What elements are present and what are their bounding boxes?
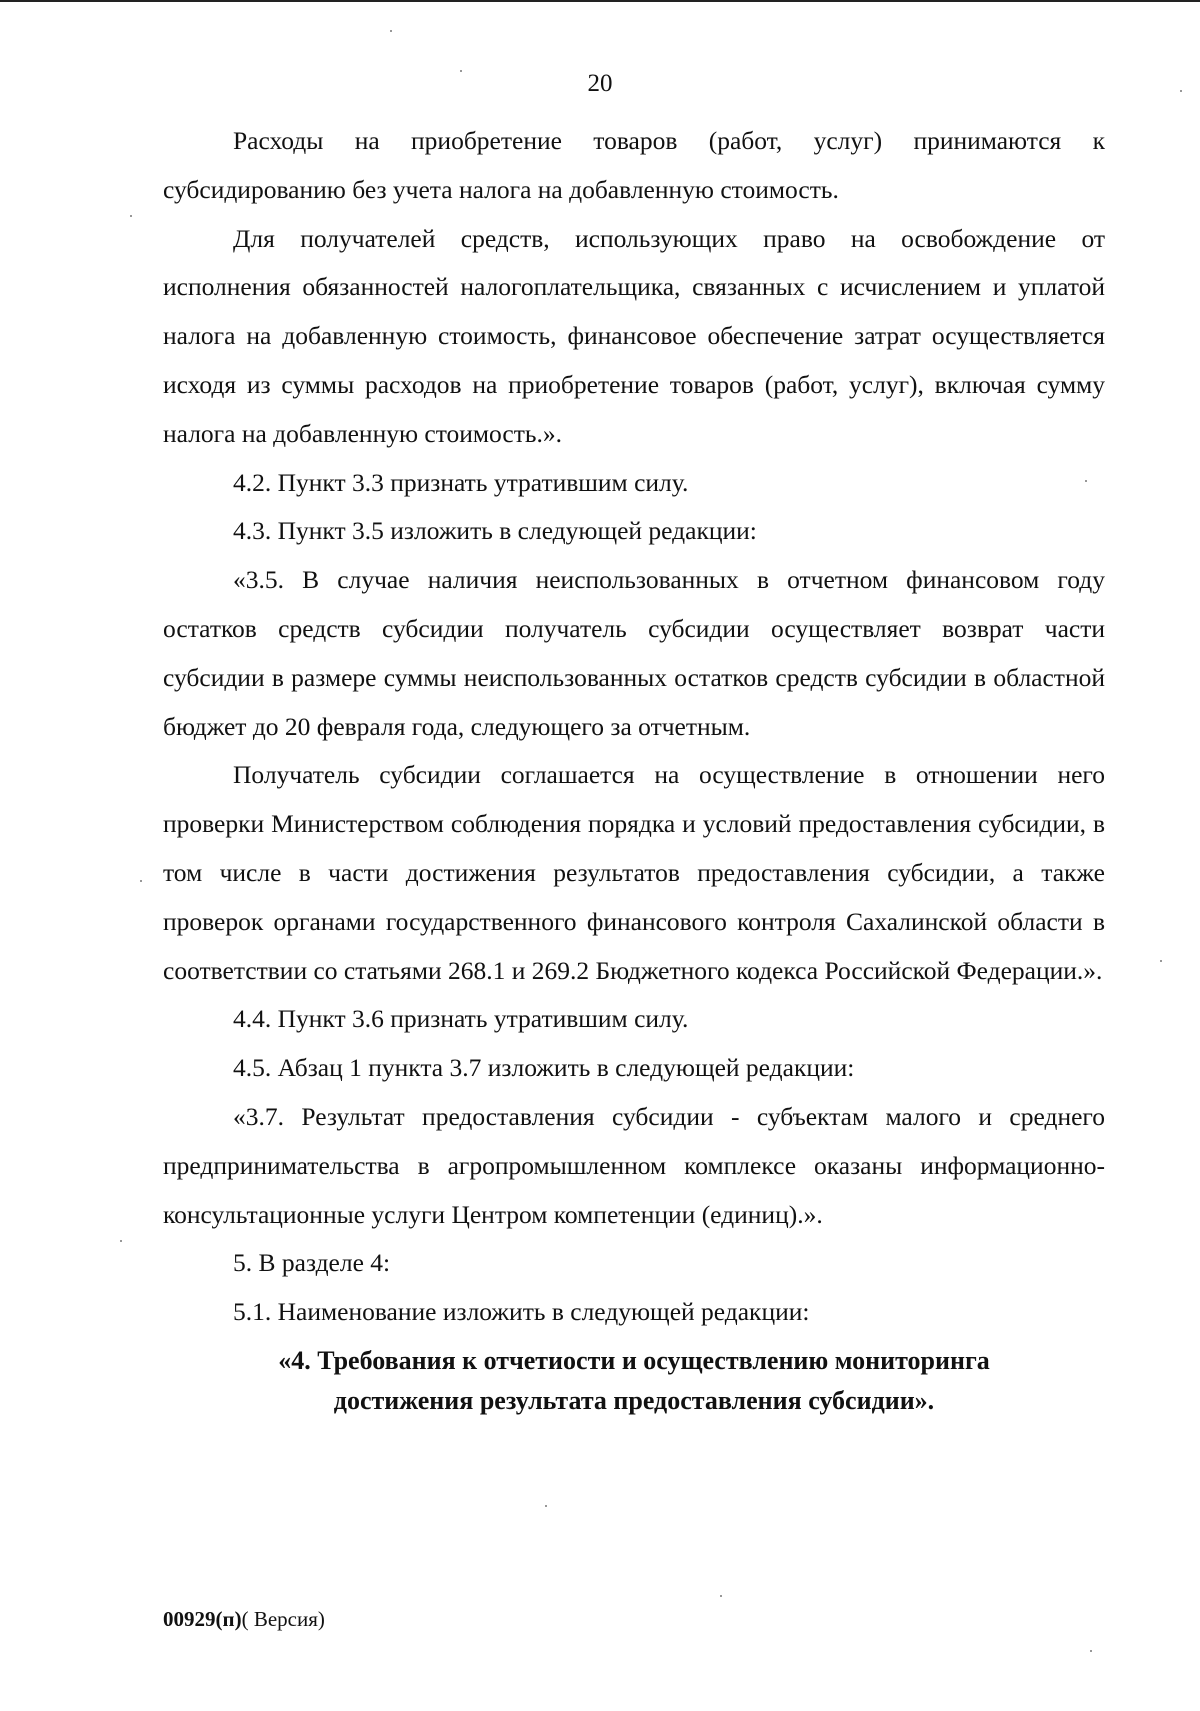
scan-speck	[720, 1595, 722, 1597]
scan-speck	[120, 1240, 122, 1242]
document-code-footer	[163, 1607, 325, 1632]
scan-speck	[390, 30, 392, 32]
document-body	[163, 117, 1105, 1421]
scan-speck	[1090, 1650, 1092, 1652]
scan-speck	[1180, 90, 1182, 92]
paragraph-vat-exemption: Для получателей средств, использующих право на освобождение от исполнения обязанностей налогоплательщика, связанных с исчислением и уплатой налога на добавленную стоимость, финансовое обеспечение затрат осуществляется исходя из суммы расходов на приобретение товаров (работ, услуг), включая сумму налога на добавленную стоимость.».	[163, 223, 1105, 448]
paragraph-clause-3-7: «3.7. Результат предоставления субсидии - субъектам малого и среднего предпринимательства в агропромышленном комплексе оказаны информационно-консультационные услуги Центром компетенции (единиц).».	[163, 1101, 1105, 1229]
section-4-heading	[163, 1341, 1105, 1421]
scan-speck	[1085, 480, 1087, 482]
scan-speck	[140, 880, 142, 882]
heading-line-2: достижения результата предоставления субсидии».	[333, 1385, 935, 1415]
document-version: ( Версия)	[241, 1607, 325, 1631]
paragraph-item-4-4: 4.4. Пункт 3.6 признать утратившим силу.	[233, 1004, 689, 1034]
scan-speck	[460, 70, 462, 72]
paragraph-item-4-5: 4.5. Абзац 1 пункта 3.7 изложить в следующей редакции:	[233, 1053, 855, 1083]
document-code: 00929(п)	[163, 1607, 242, 1631]
paragraph-section-5: 5. В разделе 4:	[233, 1248, 391, 1278]
paragraph-item-5-1: 5.1. Наименование изложить в следующей редакции:	[233, 1297, 810, 1327]
paragraph-item-4-3: 4.3. Пункт 3.5 изложить в следующей редакции:	[233, 516, 757, 546]
scan-speck	[545, 1505, 547, 1507]
scan-speck	[1160, 960, 1162, 962]
paragraph-item-4-2: 4.2. Пункт 3.3 признать утратившим силу.	[233, 467, 689, 497]
scan-speck	[130, 215, 132, 217]
paragraph-audit-consent: Получатель субсидии соглашается на осуществление в отношении него проверки Министерством соблюдения порядка и условий предоставления субсидии, в том числе в части достижения результатов предоставления субсидии, а также проверок органами государственного финансового контроля Сахалинской области в соответствии со статьями 268.1 и 269.2 Бюджетного кодекса Российской Федерации.».	[163, 760, 1105, 985]
page-number: 20	[587, 70, 613, 97]
paragraph-clause-3-5: «3.5. В случае наличия неиспользованных в отчетном финансовом году остатков средств субсидии получатель субсидии осуществляет возврат части субсидии в размере суммы неиспользованных остатков средств субсидии в областной бюджет до 20 февраля года, следующего за отчетным.	[163, 565, 1105, 741]
top-border-line	[0, 0, 1200, 2]
paragraph-vat-exclusion: Расходы на приобретение товаров (работ, услуг) принимаются к субсидированию без учета налога на добавленную стоимость.	[163, 126, 1105, 204]
heading-line-1: «4. Требования к отчетиости и осуществлению мониторинга	[278, 1345, 990, 1375]
